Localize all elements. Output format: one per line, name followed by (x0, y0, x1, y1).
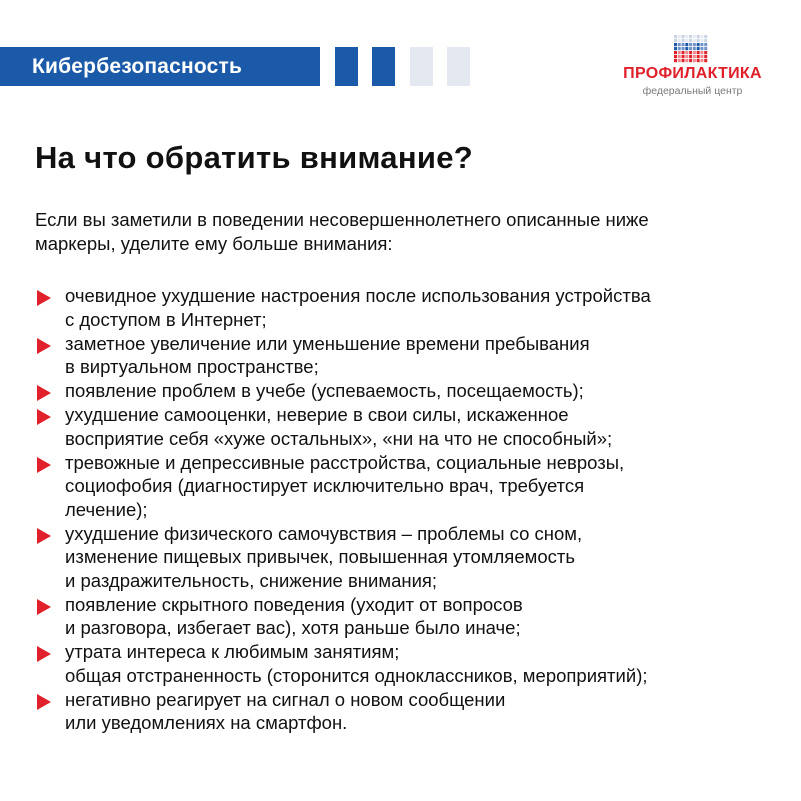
logo-cell (700, 55, 703, 58)
logo-cell (693, 55, 696, 58)
logo-cell (682, 59, 685, 62)
list-item-line: появление проблем в учебе (успеваемость, посещаемость); (65, 380, 584, 401)
list-item (35, 593, 787, 640)
logo-cell (674, 43, 677, 46)
logo-cell (685, 35, 688, 38)
list-item (35, 379, 787, 403)
grid-logo-icon (674, 35, 708, 63)
list-item (35, 688, 787, 735)
list-item-line: в виртуальном пространстве; (65, 356, 319, 377)
logo-cell (685, 51, 688, 54)
logo-cell (685, 43, 688, 46)
list-item-line: восприятие себя «хуже остальных», «ни на что не способный»; (65, 427, 613, 449)
topic-label: Кибербезопасность (32, 55, 243, 78)
logo-cell (704, 59, 707, 62)
stripe-2 (372, 47, 395, 86)
logo-cell (685, 47, 688, 50)
logo-cell (689, 55, 692, 58)
logo-cell (693, 43, 696, 46)
logo-cell (693, 35, 696, 38)
intro-paragraph (35, 208, 780, 256)
logo-cell (704, 39, 707, 42)
arrow-bullet-icon (37, 694, 51, 710)
logo-cell (693, 51, 696, 54)
list-item-line: и разговора, избегает вас), хотя раньше было иначе; (65, 617, 521, 638)
logo-cell (674, 51, 677, 54)
logo-cell (678, 35, 681, 38)
logo-cell (678, 47, 681, 50)
logo-cell (689, 35, 692, 38)
logo-cell (704, 35, 707, 38)
logo-cell (700, 47, 703, 50)
marker-list (35, 284, 787, 735)
intro-line: маркеры, уделите ему больше внимания: (35, 233, 393, 254)
logo-cell (674, 47, 677, 50)
logo-cell (689, 39, 692, 42)
logo-cell (678, 39, 681, 42)
topic-banner (0, 47, 320, 86)
logo-cell (678, 51, 681, 54)
list-item-line: или уведомлениях на смартфон. (65, 712, 348, 733)
logo-cell (700, 51, 703, 54)
logo-cell (689, 51, 692, 54)
logo-cell (674, 39, 677, 42)
list-item-line: общая отстраненность (сторонится одноклассников, мероприятий); (65, 664, 648, 686)
list-item-line: утрата интереса к любимым занятиям; (65, 641, 400, 662)
logo-cell (685, 39, 688, 42)
logo-cell (674, 35, 677, 38)
intro-line: Если вы заметили в поведении несовершеннолетнего описанные ниже (35, 209, 649, 230)
logo-cell (700, 35, 703, 38)
logo-title: ПРОФИЛАКТИКА (623, 65, 762, 82)
list-item-line: социофобия (диагностирует исключительно врач, требуется (65, 475, 585, 496)
logo-cell (697, 35, 700, 38)
logo-cell (682, 43, 685, 46)
logo-cell (674, 59, 677, 62)
list-item-line: лечение); (65, 498, 148, 520)
list-item (35, 403, 787, 450)
logo-cell (697, 59, 700, 62)
logo-cell (678, 43, 681, 46)
logo-cell (697, 55, 700, 58)
list-item (35, 640, 787, 687)
logo-cell (704, 47, 707, 50)
logo-cell (685, 59, 688, 62)
list-item-line: изменение пищевых привычек, повышенная утомляемость (65, 546, 575, 567)
list-item-line: и раздражительность, снижение внимания; (65, 569, 438, 591)
arrow-bullet-icon (37, 599, 51, 615)
logo-cell (682, 39, 685, 42)
arrow-bullet-icon (37, 528, 51, 544)
logo-cell (693, 47, 696, 50)
arrow-bullet-icon (37, 646, 51, 662)
logo-cell (689, 47, 692, 50)
list-item-line: появление скрытного поведения (уходит от вопросов (65, 593, 523, 615)
logo-cell (682, 47, 685, 50)
logo-cell (678, 59, 681, 62)
logo-cell (700, 39, 703, 42)
arrow-bullet-icon (37, 385, 51, 401)
list-item-line: тревожные и депрессивные расстройства, социальные неврозы, (65, 451, 625, 473)
logo-cell (689, 43, 692, 46)
list-item-line: ухудшение физического самочувствия – проблемы со сном, (65, 522, 583, 544)
logo-cell (685, 55, 688, 58)
logo-cell (682, 51, 685, 54)
list-item-line: ухудшение самооценки, неверие в свои силы, искаженное (65, 404, 569, 425)
arrow-bullet-icon (37, 338, 51, 354)
logo-cell (704, 43, 707, 46)
logo-subtitle: федеральный центр (642, 85, 743, 97)
stripe-4 (447, 47, 470, 86)
stripe-3 (410, 47, 433, 86)
logo-cell (697, 51, 700, 54)
logo-cell (697, 43, 700, 46)
logo-cell (697, 47, 700, 50)
list-item-line: с доступом в Интернет; (65, 308, 267, 330)
logo-cell (704, 55, 707, 58)
list-item (35, 284, 787, 331)
logo-cell (697, 39, 700, 42)
logo-cell (693, 59, 696, 62)
arrow-bullet-icon (37, 409, 51, 425)
logo-cell (674, 55, 677, 58)
logo-cell (689, 59, 692, 62)
arrow-bullet-icon (37, 290, 51, 306)
list-item (35, 522, 787, 593)
list-item-line: заметное увеличение или уменьшение времени пребывания (65, 332, 590, 354)
logo-cell (682, 35, 685, 38)
arrow-bullet-icon (37, 457, 51, 473)
logo-cell (678, 55, 681, 58)
list-item (35, 451, 787, 522)
list-item-line: очевидное ухудшение настроения после использования устройства (65, 285, 651, 306)
logo-cell (700, 59, 703, 62)
list-item (35, 332, 787, 379)
logo-cell (704, 51, 707, 54)
logo-cell (700, 43, 703, 46)
stripe-1 (335, 47, 358, 86)
page-title: На что обратить внимание? (35, 140, 473, 175)
logo-cell (682, 55, 685, 58)
list-item-line: негативно реагирует на сигнал о новом сообщении (65, 688, 506, 710)
logo-cell (693, 39, 696, 42)
